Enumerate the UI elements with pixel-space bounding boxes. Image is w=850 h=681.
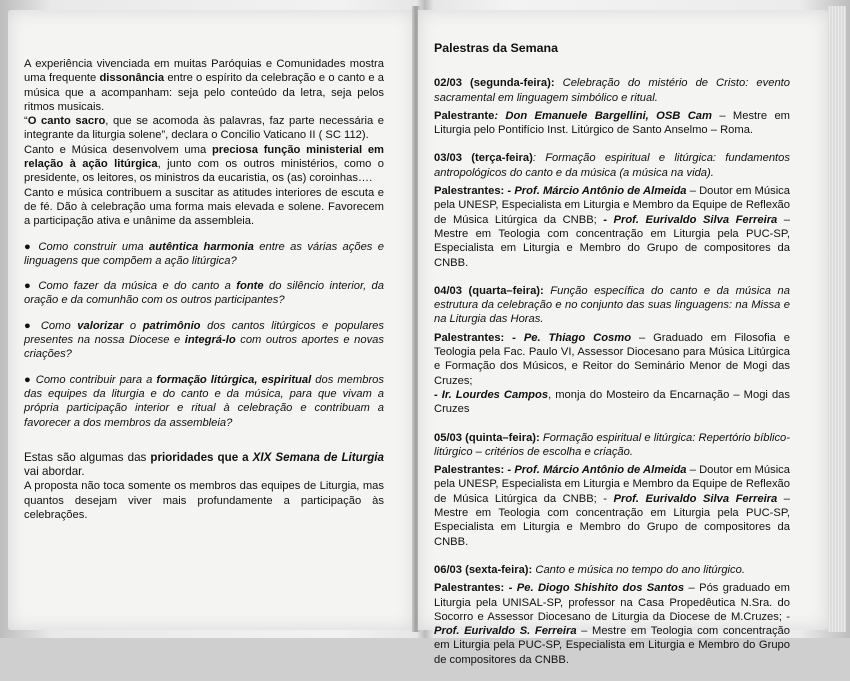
ministerial-function-paragraph: Canto e Música desenvolvem uma preciosa função ministerial em relação à ação litúrgica, junto com os outros ministérios, como o presidente, os leitores, os ministros da eucaristia, os (as) coroinhas….: [24, 143, 384, 185]
proposal-paragraph: A proposta não toca somente os membros das equipes de Liturgia, mas quantos desejam viver mais profundamente a participação às celebrações.: [24, 480, 384, 522]
lecture-topic: 03/03 (terça-feira): Formação espiritual e litúrgica: fundamentos antropológicos do canto e da música (a música na vida).: [434, 152, 790, 179]
lecture-day: [434, 284, 790, 417]
page-edges: [828, 6, 846, 632]
lecture-topic: 06/03 (sexta-feira): Canto e música no tempo do ano litúrgico.: [434, 563, 745, 576]
priorities-paragraph: Estas são algumas das prioridades que a XIX Semana de Liturgia vai abordar.: [24, 450, 384, 479]
attitudes-paragraph: Canto e música contribuem a suscitar as atitudes interiores de escuta e de fé. Dão à celebração uma forma mais elevada e solene. Favorecem a participação ativa e unânime da assembleia.: [24, 186, 384, 228]
question-harmony: ● Como construir uma autêntica harmonia entre as várias ações e linguagens que compõem a ação litúrgica?: [24, 240, 384, 267]
lecture-day: [434, 563, 790, 667]
bullet-icon: ●: [24, 280, 34, 293]
intro-paragraph: A experiência vivenciada em muitas Paróquias e Comunidades mostra uma frequente dissonância entre o espírito da celebração e o canto e a música que a acompanham: seja pelo conteúdo da letra, seja pelos ritmos musicais.: [24, 58, 384, 113]
council-quote: “O canto sacro, que se acomoda às palavras, faz parte necessária e integrante da liturgia solene”, declara o Concilio Vaticano II ( SC 112).: [24, 115, 385, 142]
bullet-icon: ●: [24, 319, 35, 332]
lecture-day: [434, 431, 790, 549]
question-source: ● Como fazer da música e do canto a fonte do silêncio interior, da oração e da comunhão com os outros participantes?: [24, 280, 384, 307]
lecture-day: [434, 76, 790, 137]
lecture-speakers: Palestrantes: - Prof. Márcio Antônio de Almeida – Doutor em Música pela UNESP, Especialista em Liturgia e Membro da Equipe de Reflexão de Música Litúrgica da CNBB; - Prof. Eurivaldo Silva Ferreira – Mestre em Teologia com concentração em Liturgia pela PUC-SP, Especialista em Liturgia e Membro do Grupo de compositores da CNBB.: [434, 185, 790, 269]
lecture-speakers: Palestrante: Don Emanuele Bargellini, OSB Cam – Mestre em Liturgia pelo Pontifício Inst. Litúrgico de Santo Anselmo – Roma.: [434, 109, 790, 137]
lecture-speakers: Palestrantes: - Pe. Diogo Shishito dos Santos – Pós graduado em Liturgia pela UNISAL-SP, professor na Casa Propedêutica N.Sra. do Socorro e Assessor Diocesano de Liturgia da Diocese de M.Cruzes; - Prof. Eurivaldo S. Ferreira – Mestre em Teologia com concentração em Liturgia pela PUC-SP, Especialista em Liturgia e Membro do Grupo de compositores da CNBB.: [434, 582, 790, 666]
lecture-topic: 05/03 (quinta–feira): Formação espiritual e litúrgica: Repertório bíblico-litúrgico – critérios de escolha e criação.: [434, 431, 790, 458]
bullet-icon: ●: [24, 373, 32, 386]
bullet-icon: ●: [24, 240, 34, 253]
question-heritage: ● Como valorizar o patrimônio dos cantos litúrgicos e populares presentes na nossa Diocese e integrá-lo com outros aportes e novas criações?: [24, 319, 384, 361]
lecture-topic: 04/03 (quarta–feira): Função específica do canto e da música na estrutura da celebração e no conjunto das suas linguagens: na Missa e na Liturgia das Horas.: [434, 284, 790, 326]
question-formation: ● Como contribuir para a formação litúrgica, espiritual dos membros das equipes da liturgia e do canto e da música, para que vivam a própria participação interior e ritual à celebração e contribuam a favorecer a dos membros da assembleia?: [24, 373, 384, 429]
lecture-topic: 02/03 (segunda-feira): Celebração do mistério de Cristo: evento sacramental em linguagem simbólico e ritual.: [434, 77, 791, 104]
page-title: Palestras da Semana: [434, 41, 558, 55]
lecture-schedule: [434, 76, 790, 667]
left-column: [24, 57, 384, 522]
lecture-day: [434, 151, 790, 269]
right-column: [434, 41, 790, 681]
lecture-speakers: Palestrantes: - Prof. Márcio Antônio de Almeida – Doutor em Música pela UNESP, Especialista em Liturgia e Membro da Equipe de Reflexão de Música Litúrgica da CNBB; - Prof. Eurivaldo Silva Ferreira – Mestre em Teologia com concentração em Liturgia pela PUC-SP, Especialista em Liturgia e Membro do Grupo de compositores da CNBB.: [434, 464, 790, 548]
lecture-speakers: Palestrantes: - Pe. Thiago Cosmo – Graduado em Filosofia e Teologia pela Fac. Paulo VI, Assessor Diocesano para Música Litúrgica e Formação dos Músicos, e Reitor do Seminário Menor de Mogi das Cruzes; - Ir. Lourdes Campos, monja do Mosteiro da Encarnação – Mogi das Cruzes: [434, 331, 790, 416]
